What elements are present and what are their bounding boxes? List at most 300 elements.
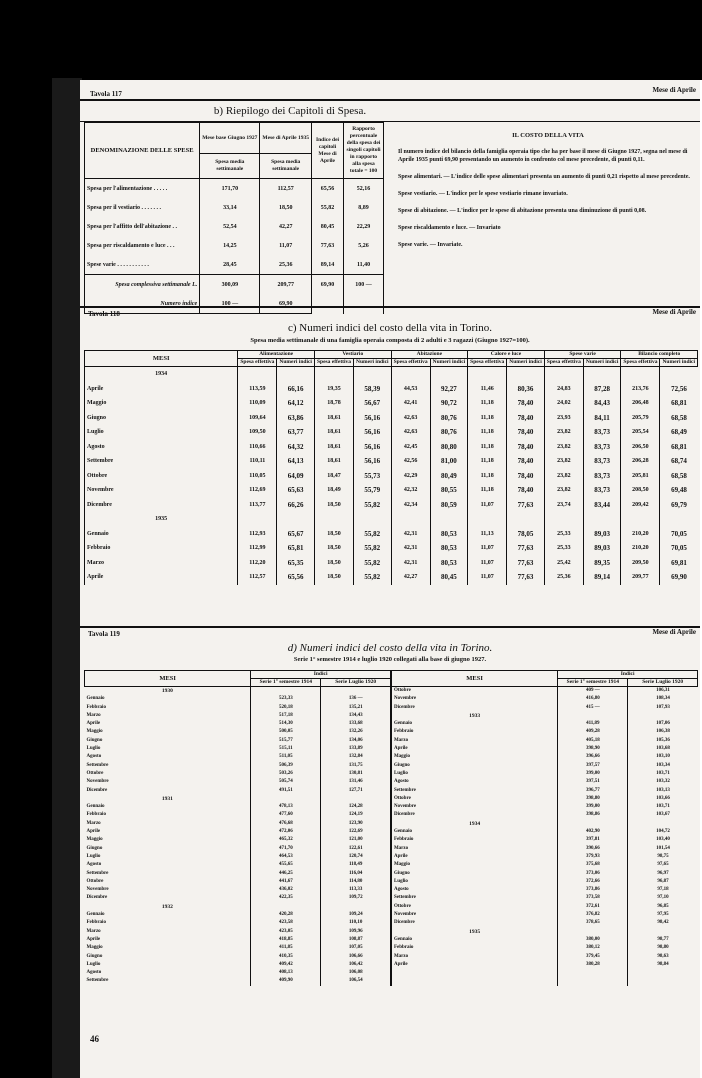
cell-value: 112,69 bbox=[238, 483, 277, 498]
table-row bbox=[85, 753, 698, 761]
cell-value: 409,90 bbox=[251, 977, 321, 985]
col-mese-aprile: Mese di Aprile 1935 bbox=[260, 123, 312, 154]
month-label: Ottobre bbox=[86, 770, 104, 776]
table-row bbox=[85, 527, 698, 542]
table-row bbox=[85, 712, 698, 720]
cell-value: 69,79 bbox=[660, 498, 698, 513]
month-label: Giugno bbox=[391, 870, 558, 878]
cell-value: 409,42 bbox=[251, 961, 321, 969]
cell-value: 25,42 bbox=[544, 556, 583, 571]
cell-value: 18,61 bbox=[314, 425, 353, 440]
cell-value: 103,68 bbox=[628, 745, 698, 753]
cell-value: 11,18 bbox=[468, 440, 507, 455]
cell-value: 121,00 bbox=[321, 836, 391, 844]
cell-value: 441,67 bbox=[251, 878, 321, 886]
col-numeri-indici: Numeri indici bbox=[277, 359, 315, 367]
month-label: Agosto bbox=[86, 862, 102, 868]
cell-value: 398,86 bbox=[558, 811, 628, 819]
month-label: Agosto bbox=[85, 440, 238, 455]
month-label: Febbraio bbox=[391, 836, 558, 844]
cell-value: 98,84 bbox=[628, 961, 698, 969]
month-label: Gennaio bbox=[86, 804, 105, 810]
cell-value: 106,31 bbox=[628, 687, 698, 696]
cell-value: 98,63 bbox=[628, 953, 698, 961]
cell-value: 396,77 bbox=[558, 787, 628, 795]
col-mesi-right: MESI bbox=[391, 671, 558, 687]
cell-value: 11,18 bbox=[468, 454, 507, 469]
cell-value: 83,73 bbox=[583, 469, 621, 484]
cell-value: 398,90 bbox=[558, 745, 628, 753]
document-page bbox=[80, 80, 700, 1078]
cell-value: 64,09 bbox=[277, 469, 315, 484]
cell-value: 68,49 bbox=[660, 425, 698, 440]
cell-value: 77,63 bbox=[507, 498, 545, 513]
cell-value: 42,34 bbox=[391, 498, 430, 513]
cell-value: 19,35 bbox=[314, 382, 353, 397]
cell-value: 109,96 bbox=[321, 928, 391, 936]
table-row bbox=[85, 811, 698, 819]
table-row bbox=[85, 778, 698, 786]
cell-value: 103,40 bbox=[628, 836, 698, 844]
cell-value: 18,61 bbox=[314, 411, 353, 426]
month-label: Settembre bbox=[86, 762, 109, 768]
month-label: Febbraio bbox=[86, 812, 106, 818]
cell-value: 78,40 bbox=[507, 396, 545, 411]
cell-value: 18,61 bbox=[314, 454, 353, 469]
month-label: Marzo bbox=[391, 953, 558, 961]
col-indice: Indice dei capitoli Mese di Aprile bbox=[311, 123, 343, 179]
table-row bbox=[85, 853, 698, 861]
cell-value: 42,63 bbox=[391, 411, 430, 426]
month-label: Ottobre bbox=[86, 878, 104, 884]
cell-value: 23,93 bbox=[544, 411, 583, 426]
tavola-117-title: b) Riepilogo dei Capitoli di Spesa. bbox=[213, 105, 367, 117]
cell-value: 11,18 bbox=[468, 411, 507, 426]
cell-value: 133,68 bbox=[321, 720, 391, 728]
costo-della-vita-text bbox=[398, 132, 698, 258]
table-row: Spese varie . . . . . . . . . . . 28,45 25,36 89,14 11,40 bbox=[85, 255, 384, 275]
cell-value: 113,59 bbox=[238, 382, 277, 397]
cell-value: 378,65 bbox=[558, 919, 628, 927]
group-abitazione: Abitazione bbox=[391, 351, 468, 359]
table-row bbox=[85, 845, 698, 853]
cell-value: 132,26 bbox=[321, 728, 391, 736]
table-row bbox=[85, 556, 698, 571]
cell-value: 136 — bbox=[321, 695, 391, 703]
col-spesa-media-base: Spesa media settimanale bbox=[200, 154, 260, 179]
col-mesi: MESI bbox=[85, 351, 238, 367]
cell-value: 42,27 bbox=[391, 570, 430, 585]
costo-paragraph: Spese riscaldamento e luce. — Invariato bbox=[398, 225, 501, 231]
cell-value: 506,39 bbox=[251, 762, 321, 770]
table-row bbox=[85, 886, 698, 894]
col-spesa-effettiva: Spesa effettiva bbox=[314, 359, 353, 367]
month-label: Gennaio bbox=[86, 696, 105, 702]
month-label: Agosto bbox=[391, 778, 558, 786]
cell-value: 380,12 bbox=[558, 944, 628, 952]
cell-value: 465,32 bbox=[251, 836, 321, 844]
cell-value: 209,77 bbox=[621, 570, 660, 585]
cell-value: 106,54 bbox=[321, 977, 391, 985]
tavola-119-subtitle: Serie 1° semestre 1914 e luglio 1920 collegati alla base di giugno 1927. bbox=[293, 656, 487, 663]
cell-value: 390,66 bbox=[558, 845, 628, 853]
month-label: Luglio bbox=[391, 770, 558, 778]
year-label: 1935 bbox=[391, 928, 558, 936]
table-row bbox=[85, 720, 698, 728]
table-row bbox=[85, 440, 698, 455]
tavola-119-month: Mese di Aprile bbox=[652, 628, 696, 636]
month-label: Aprile bbox=[85, 570, 238, 585]
year-label: 1934 bbox=[85, 367, 238, 382]
cell-value: 109,64 bbox=[238, 411, 277, 426]
table-row: Spesa per l'alimentazione . . . . . 171,70 112,57 65,56 52,16 bbox=[85, 179, 384, 199]
month-label: Aprile bbox=[391, 853, 558, 861]
cell-value: 63,77 bbox=[277, 425, 315, 440]
month-label: Agosto bbox=[86, 754, 102, 760]
month-label: Dicembre bbox=[391, 811, 558, 819]
table-row bbox=[85, 836, 698, 844]
cell-value: 436,02 bbox=[251, 886, 321, 894]
cell-value: 103,71 bbox=[628, 803, 698, 811]
cell-value: 372,61 bbox=[558, 903, 628, 911]
cell-value: 66,16 bbox=[277, 382, 315, 397]
tavola-118-title: c) Numeri indici del costo della vita in Torino. bbox=[287, 322, 492, 334]
cell-value: 106,38 bbox=[628, 728, 698, 736]
col-denominazione: DENOMINAZIONE DELLE SPESE bbox=[85, 123, 200, 179]
table-row bbox=[85, 969, 698, 977]
table-row bbox=[85, 787, 698, 795]
month-label: Marzo bbox=[85, 556, 238, 571]
tavola-117-label: Tavola 117 bbox=[90, 90, 122, 98]
table-row bbox=[85, 795, 698, 803]
month-label: Febbraio bbox=[86, 704, 106, 710]
cell-value: 134,43 bbox=[321, 712, 391, 720]
cell-value: 108,34 bbox=[628, 695, 698, 703]
cell-value: 18,50 bbox=[314, 556, 353, 571]
table-row bbox=[85, 382, 698, 397]
cell-value: 396,66 bbox=[558, 753, 628, 761]
table-row bbox=[85, 541, 698, 556]
col-spesa-effettiva: Spesa effettiva bbox=[468, 359, 507, 367]
cell-value: 107,05 bbox=[321, 944, 391, 952]
month-label: Dicembre bbox=[85, 498, 238, 513]
cell-value: 402,90 bbox=[558, 828, 628, 836]
year-label: 1930 bbox=[161, 688, 173, 694]
cell-value: 471,70 bbox=[251, 845, 321, 853]
month-label: Aprile bbox=[86, 829, 101, 835]
cell-value: 505,74 bbox=[251, 778, 321, 786]
page-number: 46 bbox=[90, 1034, 99, 1044]
cell-value: 97,18 bbox=[628, 886, 698, 894]
year-row bbox=[85, 367, 698, 382]
cell-value: 472,06 bbox=[251, 828, 321, 836]
cell-value: 25,33 bbox=[544, 541, 583, 556]
month-label: Gennaio bbox=[86, 912, 105, 918]
cell-value: 130,81 bbox=[321, 770, 391, 778]
cell-value: 42,56 bbox=[391, 454, 430, 469]
cell-value: 65,81 bbox=[277, 541, 315, 556]
cell-value: 399,00 bbox=[558, 770, 628, 778]
month-label: Gennaio bbox=[391, 828, 558, 836]
cell-value: 411,89 bbox=[558, 720, 628, 728]
cell-value: 106,08 bbox=[321, 969, 391, 977]
cell-value: 84,11 bbox=[583, 411, 621, 426]
cell-value: 83,73 bbox=[583, 440, 621, 455]
cell-value: 80,49 bbox=[430, 469, 468, 484]
cell-value: 68,58 bbox=[660, 469, 698, 484]
col-numeri-indici: Numeri indici bbox=[430, 359, 468, 367]
cell-value: 24,83 bbox=[544, 382, 583, 397]
cell-value: 523,33 bbox=[251, 695, 321, 703]
month-label: Marzo bbox=[86, 712, 101, 718]
cell-value: 78,40 bbox=[507, 425, 545, 440]
cell-value: 500,05 bbox=[251, 728, 321, 736]
cell-value: 70,05 bbox=[660, 541, 698, 556]
table-row bbox=[85, 687, 698, 696]
cell-value: 70,05 bbox=[660, 527, 698, 542]
cell-value: 423,58 bbox=[251, 919, 321, 927]
cell-value: 89,03 bbox=[583, 541, 621, 556]
cell-value: 205,81 bbox=[621, 469, 660, 484]
month-label: Giugno bbox=[391, 762, 558, 770]
cell-value: 110,10 bbox=[321, 919, 391, 927]
month-label: Luglio bbox=[86, 746, 101, 752]
cell-value: 89,14 bbox=[583, 570, 621, 585]
cell-value: 81,00 bbox=[430, 454, 468, 469]
cell-value: 423,05 bbox=[251, 928, 321, 936]
cell-value: 55,82 bbox=[354, 570, 392, 585]
cell-value: 11,18 bbox=[468, 483, 507, 498]
cell-value: 397,81 bbox=[558, 836, 628, 844]
cell-value: 206,50 bbox=[621, 440, 660, 455]
month-label: Novembre bbox=[85, 483, 238, 498]
month-label: Dicembre bbox=[391, 919, 558, 927]
month-label: Settembre bbox=[86, 870, 109, 876]
cell-value: 69,81 bbox=[660, 556, 698, 571]
month-label: Giugno bbox=[86, 845, 103, 851]
cell-value: 64,12 bbox=[277, 396, 315, 411]
cell-value: 209,42 bbox=[621, 498, 660, 513]
cell-value: 511,05 bbox=[251, 753, 321, 761]
cell-value: 379,45 bbox=[558, 953, 628, 961]
table-row bbox=[85, 944, 698, 952]
cell-value: 78,40 bbox=[507, 454, 545, 469]
scan-binding-shadow bbox=[52, 78, 82, 1078]
cell-value: 131,46 bbox=[321, 778, 391, 786]
cell-value: 106,42 bbox=[321, 961, 391, 969]
cell-value: 418,85 bbox=[251, 936, 321, 944]
cell-value: 103,32 bbox=[628, 778, 698, 786]
cell-value: 42,31 bbox=[391, 556, 430, 571]
cell-value: 18,61 bbox=[314, 440, 353, 455]
cell-value: 66,26 bbox=[277, 498, 315, 513]
col-mesi-left: MESI bbox=[85, 671, 251, 687]
cell-value: 112,57 bbox=[238, 570, 277, 585]
cell-value: 68,58 bbox=[660, 411, 698, 426]
cell-value: 23,82 bbox=[544, 440, 583, 455]
col-indici-right: Indici bbox=[558, 671, 698, 679]
cell-value: 103,13 bbox=[628, 787, 698, 795]
cell-value: 515,11 bbox=[251, 745, 321, 753]
cell-value: 69,48 bbox=[660, 483, 698, 498]
col-indici-left: Indici bbox=[251, 671, 391, 679]
cell-value: 11,07 bbox=[468, 556, 507, 571]
month-label: Giugno bbox=[85, 411, 238, 426]
cell-value: 55,73 bbox=[354, 469, 392, 484]
col-serie-1914-left: Serie 1° semestre 1914 bbox=[251, 679, 321, 687]
cell-value: 476,68 bbox=[251, 820, 321, 828]
cell-value: 135,21 bbox=[321, 704, 391, 712]
cell-value: 205,54 bbox=[621, 425, 660, 440]
cell-value: 106,66 bbox=[321, 953, 391, 961]
cell-value: 42,29 bbox=[391, 469, 430, 484]
table-row bbox=[85, 425, 698, 440]
cell-value: 97,65 bbox=[628, 861, 698, 869]
month-label: Aprile bbox=[85, 382, 238, 397]
cell-value: 105,36 bbox=[628, 737, 698, 745]
month-label: Ottobre bbox=[391, 903, 558, 911]
cell-value: 110,11 bbox=[238, 454, 277, 469]
cell-value: 18,47 bbox=[314, 469, 353, 484]
cell-value: 515,77 bbox=[251, 737, 321, 745]
table-row bbox=[85, 737, 698, 745]
cell-value: 380,28 bbox=[558, 961, 628, 969]
table-row bbox=[85, 483, 698, 498]
cell-value: 11,18 bbox=[468, 425, 507, 440]
month-label: Febbraio bbox=[86, 920, 106, 926]
cell-value: 89,03 bbox=[583, 527, 621, 542]
cell-value: 58,39 bbox=[354, 382, 392, 397]
group-alimentazione: Alimentazione bbox=[238, 351, 315, 359]
month-label: Gennaio bbox=[85, 527, 238, 542]
month-label: Febbraio bbox=[85, 541, 238, 556]
cell-value: 120,74 bbox=[321, 853, 391, 861]
cell-value: 478,13 bbox=[251, 803, 321, 811]
table-row bbox=[85, 411, 698, 426]
year-label: 1934 bbox=[391, 820, 558, 828]
cell-value: 97,95 bbox=[628, 911, 698, 919]
tavola-119-table bbox=[84, 670, 698, 986]
cell-value: 25,36 bbox=[544, 570, 583, 585]
cell-value: 11,07 bbox=[468, 541, 507, 556]
cell-value: 18,49 bbox=[314, 483, 353, 498]
col-mese-base: Mese base Giugno 1927 bbox=[200, 123, 260, 154]
table-row bbox=[85, 695, 698, 703]
cell-value: 103,71 bbox=[628, 770, 698, 778]
table-row bbox=[85, 803, 698, 811]
tavola-117-month: Mese di Aprile bbox=[652, 86, 696, 94]
cell-value: 11,07 bbox=[468, 570, 507, 585]
month-label: Maggio bbox=[86, 837, 103, 843]
cell-value: 208,50 bbox=[621, 483, 660, 498]
cell-value: 517,18 bbox=[251, 712, 321, 720]
tavola-119-title: d) Numeri indici del costo della vita in Torino. bbox=[287, 642, 493, 654]
cell-value: 422,35 bbox=[251, 894, 321, 902]
tavola-119-label: Tavola 119 bbox=[88, 630, 120, 638]
cell-value: 80,76 bbox=[430, 411, 468, 426]
cell-value: 373,86 bbox=[558, 886, 628, 894]
month-label: Luglio bbox=[391, 878, 558, 886]
month-label: Ottobre bbox=[391, 687, 558, 696]
month-label: Settembre bbox=[391, 787, 558, 795]
table-row bbox=[85, 728, 698, 736]
cell-value: 55,82 bbox=[354, 541, 392, 556]
cell-value: 42,31 bbox=[391, 527, 430, 542]
cell-value: 133,89 bbox=[321, 745, 391, 753]
cell-value: 113,33 bbox=[321, 886, 391, 894]
cell-value: 77,63 bbox=[507, 541, 545, 556]
month-label: Aprile bbox=[86, 721, 101, 727]
table-row bbox=[85, 977, 698, 985]
cell-value: 55,82 bbox=[354, 556, 392, 571]
month-label: Maggio bbox=[391, 861, 558, 869]
cell-value: 80,80 bbox=[430, 440, 468, 455]
tavola-118-subtitle: Spesa media settimanale di una famiglia operaia composta di 2 adulti e 3 ragazzi (Giugno 1927=100). bbox=[250, 337, 530, 344]
month-label: Dicembre bbox=[86, 787, 108, 793]
cell-value: 56,16 bbox=[354, 425, 392, 440]
cell-value: 397,51 bbox=[558, 778, 628, 786]
table-row bbox=[85, 919, 698, 927]
cell-value: 77,63 bbox=[507, 570, 545, 585]
cell-value: 210,20 bbox=[621, 527, 660, 542]
cell-value: 122,69 bbox=[321, 828, 391, 836]
cell-value: 464,53 bbox=[251, 853, 321, 861]
table-row: Spesa per riscaldamento e luce . . . 14,25 11,07 77,63 5,26 bbox=[85, 236, 384, 255]
cell-value: 69,90 bbox=[660, 570, 698, 585]
table-row bbox=[85, 828, 698, 836]
cell-value: 11,18 bbox=[468, 469, 507, 484]
cell-value: 78,05 bbox=[507, 527, 545, 542]
cell-value: 18,50 bbox=[314, 527, 353, 542]
cell-value: 65,35 bbox=[277, 556, 315, 571]
table-row bbox=[85, 894, 698, 902]
cell-value: 375,68 bbox=[558, 861, 628, 869]
month-label: Luglio bbox=[86, 961, 101, 967]
cell-value: 23,82 bbox=[544, 483, 583, 498]
costo-paragraph: Il numero indice del bilancio della famiglia operaia tipo che ha per base il mese di Giugno 1927, segna nel mese di Aprile 1935 punti 69,90 presentando un aumento in confronto col mese precedente, di punti 0,11. bbox=[398, 149, 688, 163]
cell-value: 55,79 bbox=[354, 483, 392, 498]
month-label: Marzo bbox=[86, 820, 101, 826]
table-row bbox=[85, 770, 698, 778]
cell-value: 96,87 bbox=[628, 878, 698, 886]
cell-value: 80,53 bbox=[430, 556, 468, 571]
cell-value: 110,09 bbox=[238, 396, 277, 411]
month-label: Ottobre bbox=[391, 795, 558, 803]
cell-value: 18,78 bbox=[314, 396, 353, 411]
cell-value: 409,28 bbox=[558, 728, 628, 736]
cell-value: 96,97 bbox=[628, 870, 698, 878]
cell-value: 210,20 bbox=[621, 541, 660, 556]
cell-value: 68,81 bbox=[660, 396, 698, 411]
cell-value: 110,66 bbox=[238, 440, 277, 455]
table-row: Spesa per il vestiario . . . . . . . 33,14 18,50 55,82 8,89 bbox=[85, 198, 384, 217]
cell-value: 127,71 bbox=[321, 787, 391, 795]
col-spesa-media-aprile: Spesa media settimanale bbox=[260, 154, 312, 179]
table-row bbox=[85, 928, 698, 936]
cell-value: 23,82 bbox=[544, 469, 583, 484]
cell-value: 103,67 bbox=[628, 811, 698, 819]
month-label: Settembre bbox=[85, 454, 238, 469]
cell-value: 80,53 bbox=[430, 527, 468, 542]
col-serie-1920-left: Serie Luglio 1920 bbox=[321, 679, 391, 687]
cell-value: 18,50 bbox=[314, 498, 353, 513]
month-label: Settembre bbox=[391, 894, 558, 902]
cell-value: 373,58 bbox=[558, 894, 628, 902]
cell-value: 98,75 bbox=[628, 853, 698, 861]
group-vestiario: Vestiario bbox=[314, 351, 391, 359]
cell-value: 83,73 bbox=[583, 425, 621, 440]
cell-value: 55,82 bbox=[354, 527, 392, 542]
